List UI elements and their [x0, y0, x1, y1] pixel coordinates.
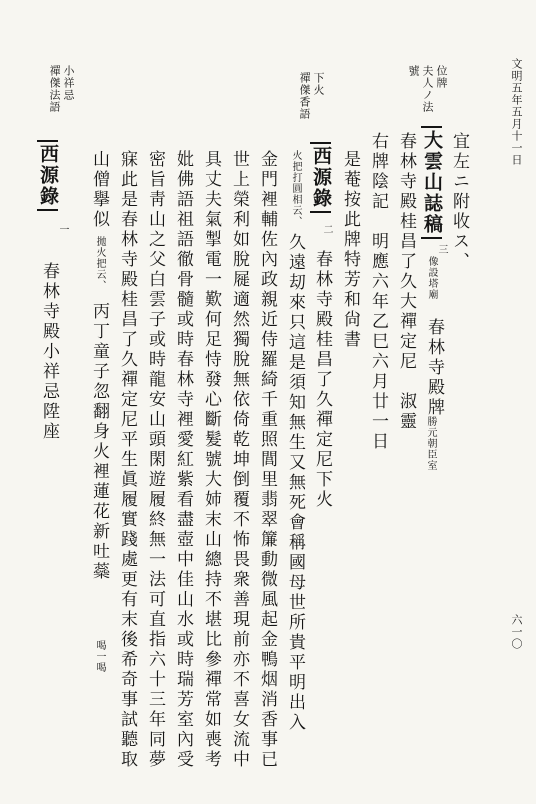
text-column-13: 寐此是春林寺殿桂昌了久禪定尼平生眞履實踐處更有末後希奇事試聽取 — [117, 150, 137, 770]
text-column-2-subnote: 勝元朝臣室 — [425, 416, 436, 471]
text-column-5: 是菴按此牌特芳和尙書 — [340, 150, 360, 350]
text-column-8: 金門裡輔佐內政親近侍羅綺千重照閭里翡翠簾動微風起金鴨烟消香事已 — [257, 150, 277, 770]
text-column-2-rest: 春林寺殿牌 — [424, 318, 444, 418]
text-column-4: 右牌陰記 明應六年乙巳六月廿一日 — [368, 132, 388, 452]
text-column-10: 具丈夫氣掣電一歎何足恃發心斷髮號大姉末山總持不堪比參禪常如喪考 — [201, 150, 221, 770]
text-column-14-note: 拋火把云、 — [94, 236, 105, 291]
citation-volume-note-1: 三 — [436, 244, 447, 255]
marginal-heading-1-line2: 夫人ノ法 — [421, 65, 434, 113]
text-column-14-b: 丙丁童子忽翻身火裡蓮花新吐蘂 — [89, 302, 109, 582]
citation-volume-note-3: 一 — [57, 224, 68, 235]
text-column-14-tail: 喝一喝 — [94, 640, 105, 673]
text-column-9: 世上榮利如脫屣適然獨脫無依倚乾坤倒覆不怖畏衆善現前亦不喜女流中 — [229, 150, 249, 770]
text-column-12: 密旨靑山之父白雲子或時龍安山頭閑遊履終無一法可直指六十三年同夢 — [145, 150, 165, 770]
text-column-14-a: 山僧擧似 — [89, 150, 109, 230]
marginal-heading-3-line1: 下火 — [312, 72, 325, 96]
citation-volume-note-2: 二 — [321, 224, 332, 235]
text-column-1: 宜左ニ附收ス、 — [449, 132, 469, 272]
source-citation-bracket-2: 西源錄 — [310, 142, 331, 213]
source-citation-bracket-1: 大雲山誌稿 — [421, 126, 442, 239]
source-citation-bracket-3: 西源錄 — [37, 140, 58, 211]
text-column-15-rest: 春林寺殿小祥忌陞座 — [39, 262, 59, 442]
text-column-3: 春林寺殿桂昌了久大禪定尼 淑靈 — [396, 132, 416, 432]
text-column-7-note: 火把打圓相云、 — [290, 150, 301, 227]
date-header: 文明五年五月十一日 — [510, 58, 523, 166]
text-column-6-rest: 春林寺殿桂昌了久禪定尼下火 — [312, 250, 332, 510]
marginal-heading-1-line3: 號 — [407, 65, 420, 77]
marginal-heading-1-line1: 位牌 — [435, 65, 448, 89]
text-column-7: 久遠刧來只這是須知無生又無死會稱國母世所貴平明出入 — [285, 233, 305, 733]
text-column-11: 妣佛語祖語徹骨髓或時春林寺裡愛紅紫看盡壺中佳山水或時瑞芳室內受 — [173, 150, 193, 770]
marginal-heading-2-line2: 禪傑法語 — [48, 65, 61, 113]
page-number: 六一〇 — [510, 614, 523, 650]
citation-section-note-1: 像設塔廟 — [426, 256, 437, 300]
marginal-heading-2-line1: 小祥忌 — [62, 65, 75, 101]
marginal-heading-3-line2: 禪傑香語 — [298, 72, 311, 120]
